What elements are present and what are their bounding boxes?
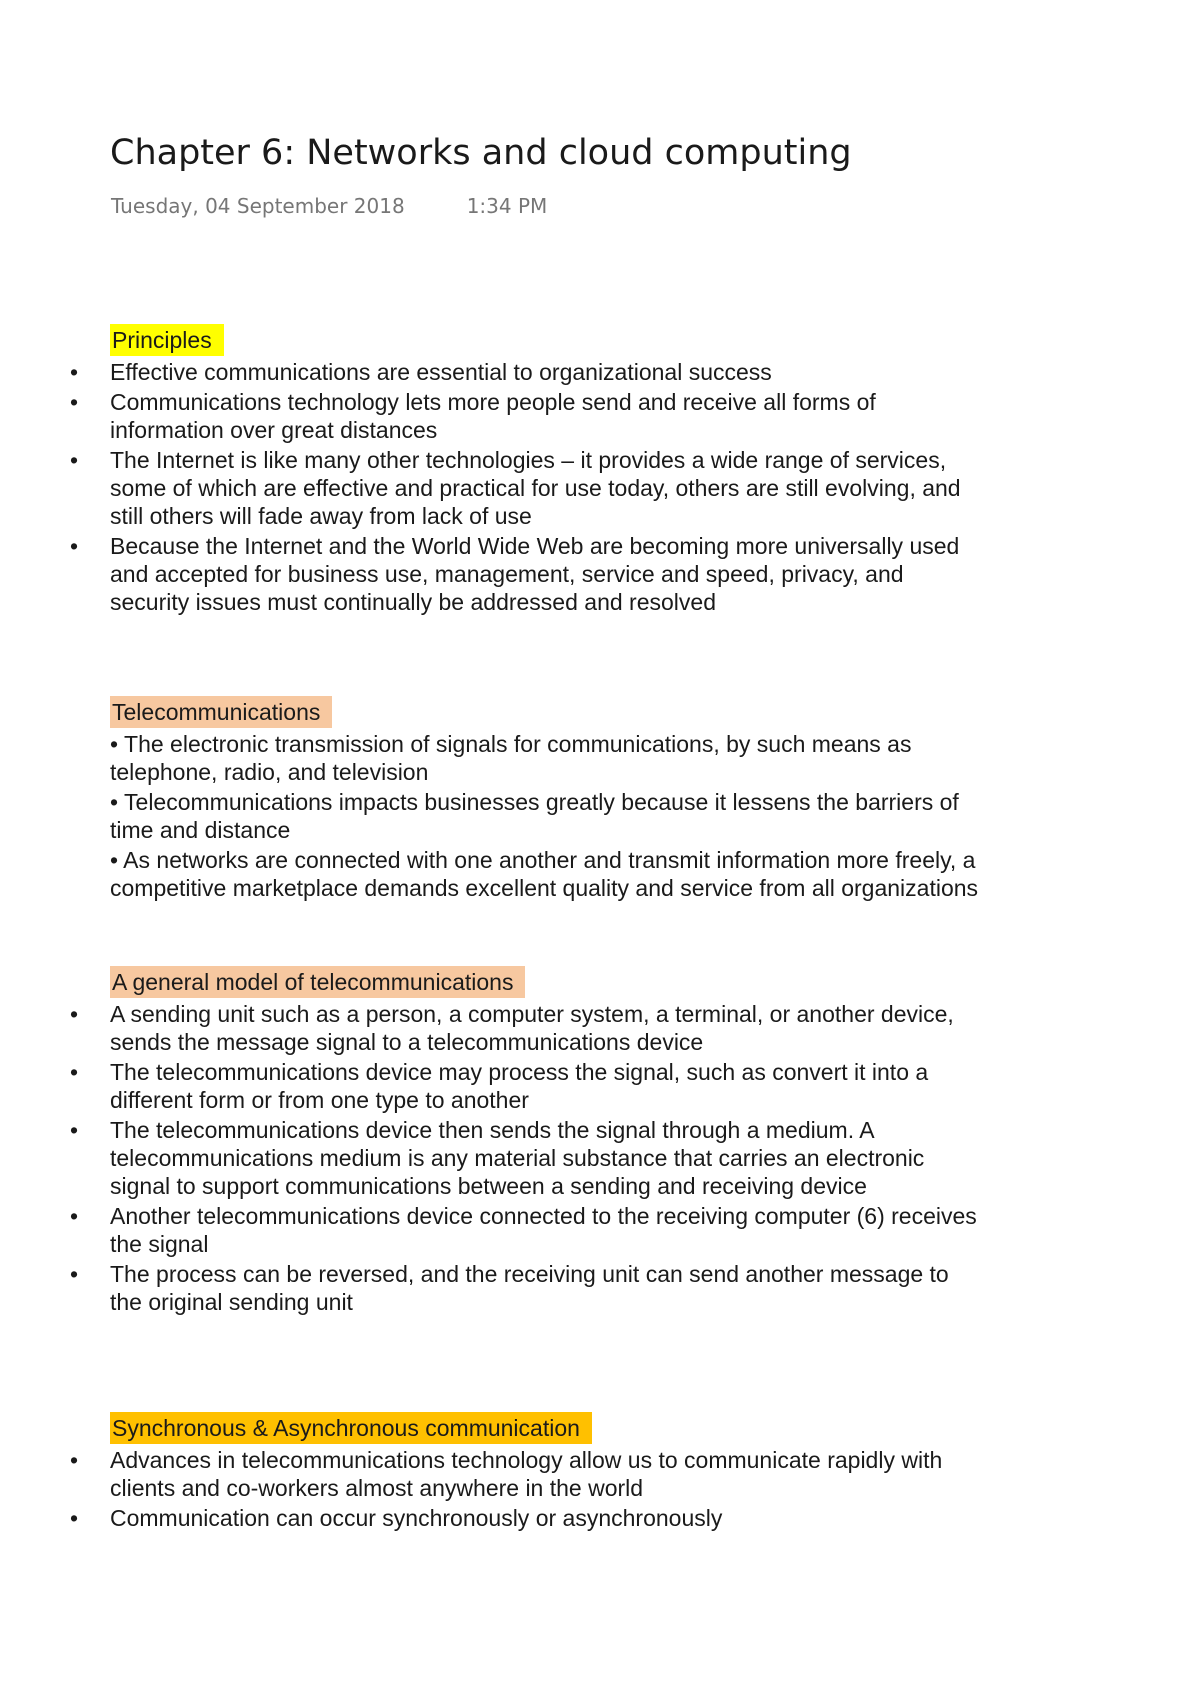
sync-async-list bbox=[0, 1446, 1200, 1532]
section-heading-sync-async: Synchronous & Asynchronous communication bbox=[110, 1412, 592, 1444]
section-heading-general-model: A general model of telecommunications bbox=[110, 966, 525, 998]
paragraph: • Telecommunications impacts businesses greatly because it lessens the barriers of time and distance bbox=[110, 789, 959, 843]
list-item: • A sending unit such as a person, a computer system, a terminal, or another device, sends the message signal to a telecommunications device bbox=[0, 1000, 1200, 1056]
list-item: • Another telecommunications device connected to the receiving computer (6) receives the signal bbox=[0, 1202, 1200, 1258]
section-telecommunications bbox=[0, 696, 1200, 902]
list-item: • Communication can occur synchronously or asynchronously bbox=[0, 1504, 1200, 1532]
page-meta bbox=[111, 194, 547, 218]
section-heading-telecommunications: Telecommunications bbox=[110, 696, 332, 728]
list-item: • Advances in telecommunications technology allow us to communicate rapidly with clients and co-workers almost anywhere in the world bbox=[0, 1446, 1200, 1502]
list-item: • Communications technology lets more people send and receive all forms of information over great distances bbox=[0, 388, 1200, 444]
paragraph: • The electronic transmission of signals for communications, by such means as telephone, radio, and television bbox=[110, 731, 912, 785]
list-item: • Effective communications are essential to organizational success bbox=[0, 358, 1200, 386]
general-model-list bbox=[0, 1000, 1200, 1316]
section-sync-async bbox=[0, 1412, 1200, 1532]
principles-list bbox=[0, 358, 1200, 616]
section-heading-principles: Principles bbox=[110, 324, 224, 356]
page-time: 1:34 PM bbox=[466, 194, 548, 218]
list-item: • The telecommunications device then sends the signal through a medium. A telecommunications medium is any material substance that carries an electronic signal to support communications between a sending and receiving device bbox=[0, 1116, 1200, 1200]
list-item: • The process can be reversed, and the receiving unit can send another message to the original sending unit bbox=[0, 1260, 1200, 1316]
page-date: Tuesday, 04 September 2018 bbox=[111, 194, 405, 218]
section-principles bbox=[0, 324, 1200, 616]
section-general-model bbox=[0, 966, 1200, 1316]
list-item: • The Internet is like many other technologies – it provides a wide range of services, some of which are effective and practical for use today, others are still evolving, and still others will fade away from lack of use bbox=[0, 446, 1200, 530]
list-item: • Because the Internet and the World Wide Web are becoming more universally used and accepted for business use, management, service and speed, privacy, and security issues must continually be addressed and resolved bbox=[0, 532, 1200, 616]
list-item: • The telecommunications device may process the signal, such as convert it into a different form or from one type to another bbox=[0, 1058, 1200, 1114]
page-title: Chapter 6: Networks and cloud computing bbox=[110, 133, 852, 173]
paragraph: • As networks are connected with one another and transmit information more freely, a competitive marketplace demands excellent quality and service from all organizations bbox=[110, 847, 979, 901]
telecommunications-paragraphs bbox=[0, 730, 1200, 902]
